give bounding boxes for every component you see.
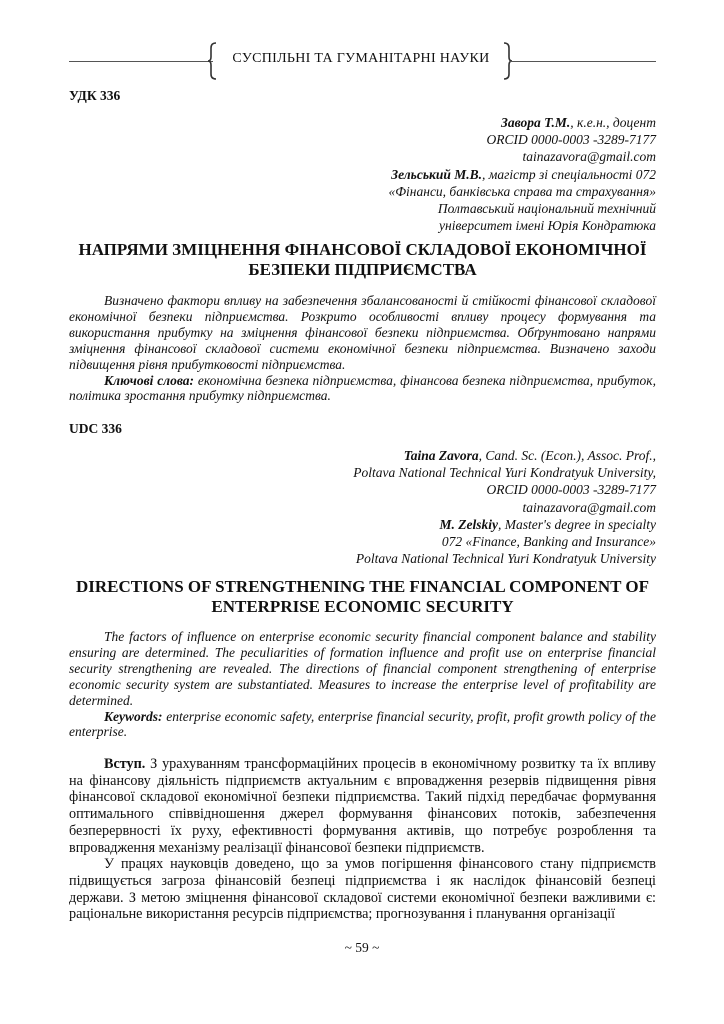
body-paragraph: Вступ. З урахуванням трансформаційних процесів в економічному розвитку та їх впливу на фінансову діяльність підприємств актуальним є впровадження резервів підвищення рівня фінансової складової економічної безпеки підприємства. Такий підхід передбачає формування оптимального співвідношення джерел формування фінансових потоків, забезпечення безперервності їх руху, ефективності формування активів, що потребує розроблення та впровадження механізму реалізації фінансової безпеки підприємств. xyxy=(69,756,656,856)
udc-code: UDC 336 xyxy=(69,421,122,436)
en-author-line: Poltava National Technical Yuri Kondratyuk University xyxy=(355,551,656,567)
ua-author-line: tainazavora@gmail.com xyxy=(522,149,656,165)
en-author-block xyxy=(96,447,656,567)
section-title: СУСПІЛЬНІ ТА ГУМАНІТАРНІ НАУКИ xyxy=(232,51,490,66)
en-author-line: M. Zelskiy, Master's degree in specialty xyxy=(439,516,656,532)
ua-author-line: університет імені Юрія Кондратюка xyxy=(439,218,656,234)
ua-author-line: Завора Т.М., к.е.н., доцент xyxy=(501,115,656,130)
ua-paper-title: НАПРЯМИ ЗМІЦНЕННЯ ФІНАНСОВОЇ СКЛАДОВОЇ ЕКОНОМІЧНОЇ БЕЗПЕКИ ПІДПРИЄМСТВА xyxy=(78,240,647,279)
body-text xyxy=(69,756,656,923)
ua-author-block xyxy=(96,114,656,234)
en-abstract xyxy=(69,629,656,740)
ua-author-line: «Фінанси, банківська справа та страхування» xyxy=(388,183,656,199)
ua-abstract xyxy=(69,293,656,404)
header-rule-right xyxy=(510,61,656,62)
en-author-line: tainazavora@gmail.com xyxy=(522,499,656,515)
header-brace-left xyxy=(207,42,217,80)
en-paper-title: DIRECTIONS OF STRENGTHENING THE FINANCIAL COMPONENT OF ENTERPRISE ECONOMIC SECURITY xyxy=(75,577,650,616)
header-rule-left xyxy=(69,61,213,62)
en-abstract-text: The factors of influence on enterprise economic security financial component balance and stability ensuring are determined. The peculiarities of formation influence and profit use on enterprise financial security strengthening are revealed. The directions of financial component strengthening of enterprise economic security system are substantiated. Measures to increase the enterprise level of profitability are determined. xyxy=(69,629,656,708)
en-author-line: Taina Zavora, Cand. Sc. (Econ.), Assoc. Prof., xyxy=(403,448,656,463)
ua-keywords: Ключові слова: економічна безпека підприємства, фінансова безпека підприємства, прибуток, політика зростання прибутку підприємства. xyxy=(69,372,656,404)
en-author-line: ORCID 0000-0003 -3289-7177 xyxy=(486,482,656,498)
ua-abstract-text: Визначено фактори впливу на забезпечення збалансованості й стійкості фінансової складової економічної безпеки підприємства. Розкрито особливості впливу процесу формування та використання прибутку на зміцнення фінансової безпеки підприємства. Обґрунтовано напрями зміцнення фінансової складової системи економічної безпеки підприємства. Визначено заходи підвищення рівня прибутковості підприємства. xyxy=(69,293,656,372)
ua-author-line: Полтавський національний технічний xyxy=(437,201,656,217)
body-paragraph: У працях науковців доведено, що за умов погіршення фінансового стану підприємств підвищується загроза фінансовій безпеці підприємства і як наслідок фінансовій безпеці держави. З метою зміцнення фінансової складової системи економічної безпеки важливими є: раціональне використання ресурсів підприємства; прогнозування і планування організації xyxy=(69,856,656,923)
page-number: ~ 59 ~ xyxy=(344,940,380,955)
en-author-line: 072 «Finance, Banking and Insurance» xyxy=(441,534,656,550)
en-author-line: Poltava National Technical Yuri Kondratyuk University, xyxy=(353,465,656,481)
udk-code: УДК 336 xyxy=(69,88,121,103)
ua-author-line: ORCID 0000-0003 -3289-7177 xyxy=(486,132,656,148)
en-keywords: Keywords: enterprise economic safety, enterprise financial security, profit, profit growth policy of the enterprise. xyxy=(69,708,656,740)
ua-author-line: Зельський М.В., магістр зі спеціальності 072 xyxy=(391,166,656,182)
